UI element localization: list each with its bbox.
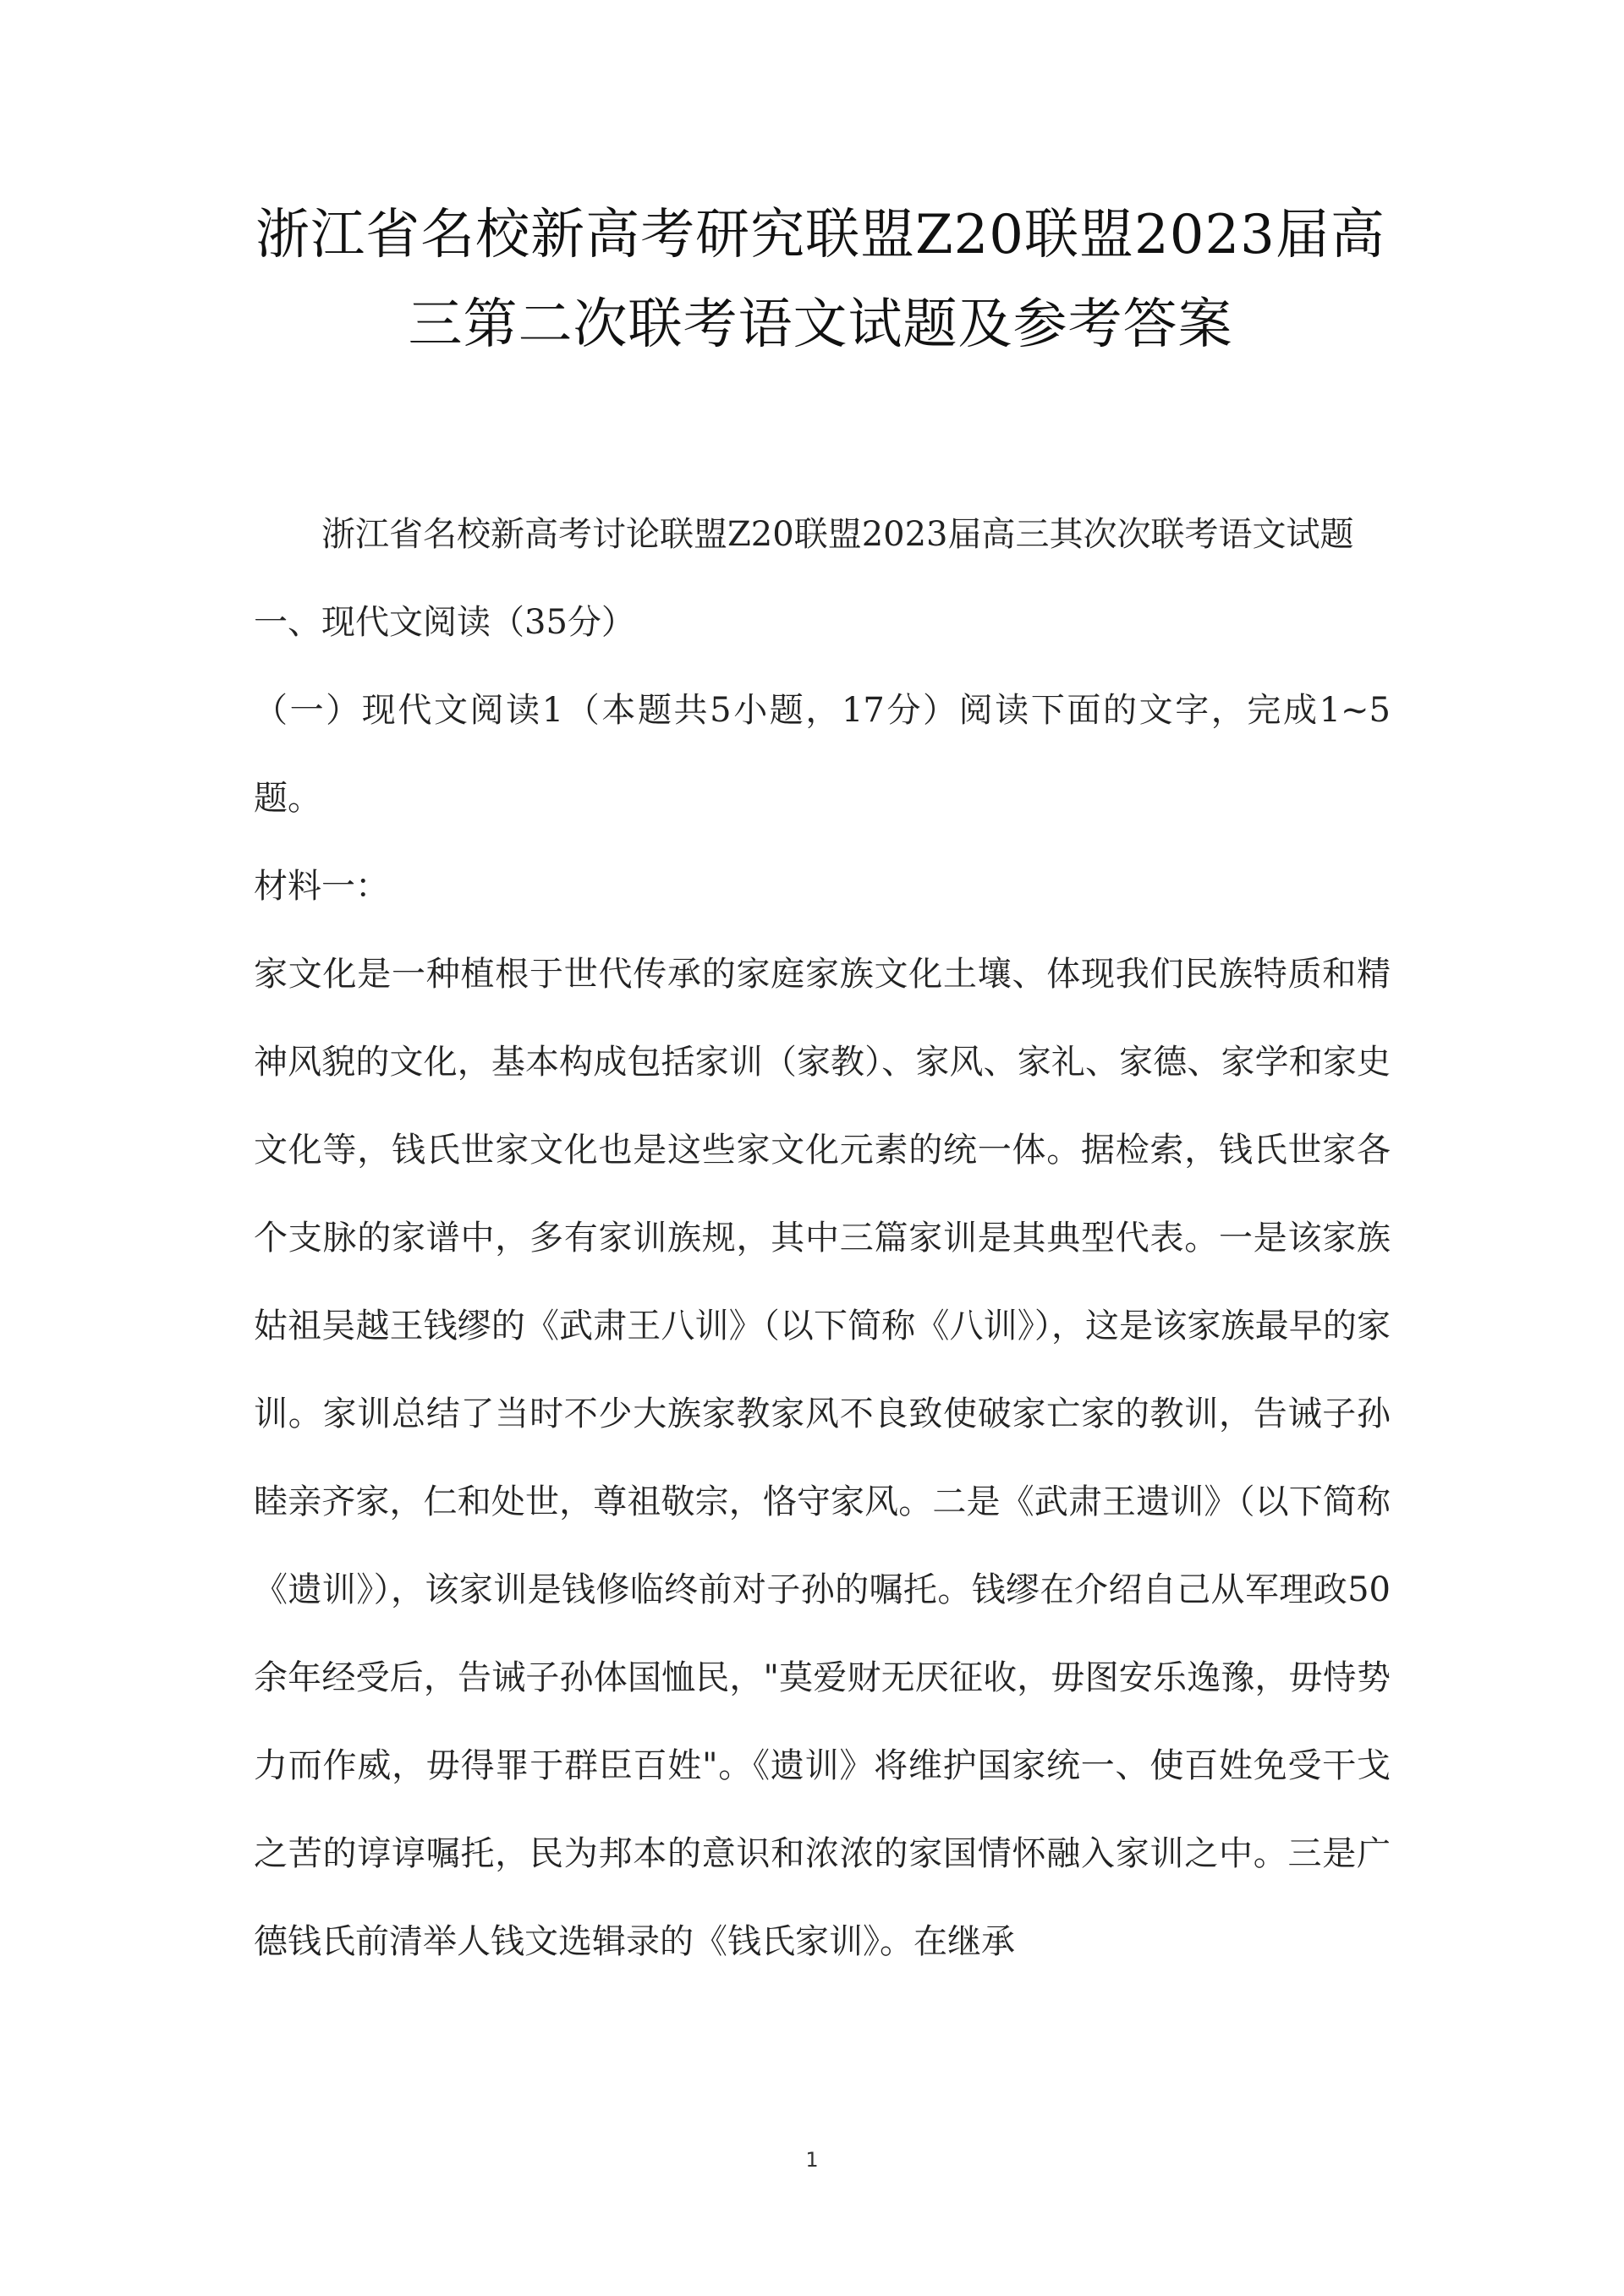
material-label: 材料一：	[254, 867, 389, 906]
page-number: 1	[805, 2148, 819, 2172]
section-heading: 一、现代文阅读（35分）	[254, 603, 635, 642]
title-line-2: 三第二次联考语文试题及参考答案	[408, 293, 1233, 356]
subsection-instruction: （一）现代文阅读1（本题共5小题，17分）阅读下面的文字，完成1~5题。	[254, 691, 1391, 818]
title-line-1: 浙江省名校新高考研究联盟Z20联盟2023届高	[255, 204, 1385, 266]
document-body	[254, 490, 1391, 1986]
paper-heading-paragraph: 浙江省名校新高考讨论联盟Z20联盟2023届高三其次次联考语文试题	[321, 515, 1354, 554]
material-text: 家文化是一种植根于世代传承的家庭家族文化土壤、体现我们民族特质和精神风貌的文化，基本构成包括家训（家教）、家风、家礼、家德、家学和家史文化等，钱氏世家文化也是这些家文化元素的统一体。据检索，钱氏世家各个支脉的家谱中，多有家训族规，其中三篇家训是其典型代表。一是该家族姑祖吴越王钱缪的《武肃王八训》（以下简称《八训》），这是该家族最早的家训。家训总结了当时不少大族家教家风不良致使破家亡家的教训，告诫子孙睦亲齐家，仁和处世，尊祖敬宗，恪守家风。二是《武肃王遗训》（以下简称《遗训》），该家训是钱修临终前对子孙的嘱托。钱缪在介绍自己从军理政50余年经受后，告诫子孙体国恤民，"莫爱财无厌征收，毋图安乐逸豫，毋恃势力而作威，毋得罪于群臣百姓"。《遗训》将维护国家统一、使百姓免受干戈之苦的谆谆嘱托，民为邦本的意识和浓浓的家国情怀融入家训之中。三是广德钱氏前清举人钱文选辑录的《钱氏家训》。在继承	[254, 955, 1391, 1961]
document-title	[254, 190, 1387, 370]
